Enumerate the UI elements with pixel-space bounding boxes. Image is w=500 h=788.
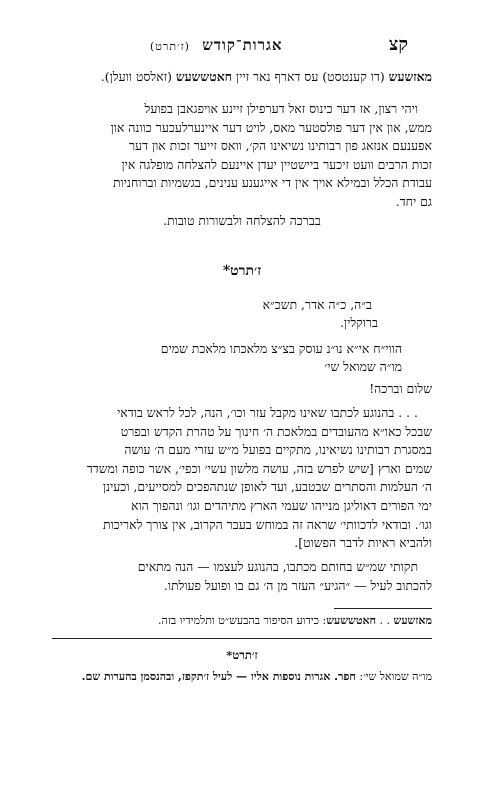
recipient-line-1: הווי״ח אי״א נו״נ עוסק בצ״צ מלאכתו מלאכת שמים	[160, 341, 402, 356]
footnote-divider	[334, 608, 432, 609]
footnote-term: מאזשעש	[393, 614, 432, 627]
footnote-1	[52, 614, 432, 627]
closing-blessing: בברכה להצלחה ולבשורות טובות.	[163, 213, 321, 228]
page-header	[0, 34, 500, 58]
recipient-line-2: מו״ה שמואל שי׳	[324, 359, 402, 374]
body-line: להכתוב לעיל — ״הגיע״ העזר מן ה׳ גם בו ופועל פעולתו.	[163, 577, 432, 593]
greeting: שלום וברכה!	[369, 381, 432, 396]
body-line: . . . בהנוגע לכתבו שאינו מקבל עזר וכו׳, הנה, לכל לראש בודאי	[117, 405, 418, 420]
footnote-rule	[52, 638, 432, 639]
header-date: (ז׳תרט)	[150, 40, 190, 53]
running-title	[150, 36, 283, 55]
text-span: (זאלסט וועלן).	[100, 69, 176, 84]
yiddish-bold-word: מאזשעש	[388, 69, 432, 84]
body-line: תקותי שמ״ש בחותם מכתבו, בהנוגע לעצמו — הנה מתאים	[137, 559, 418, 574]
place-line: ברוקלין.	[339, 315, 378, 330]
body-line: ממש, און אין דער פולסטער מאס, לויט דער איינערלעכער כוונה און	[110, 119, 432, 135]
footnote-2	[52, 670, 432, 683]
date-line: ב״ה, כ״ה אדר, תשכ״א	[262, 297, 372, 312]
yiddish-bold-word: חאטששעש	[175, 69, 232, 84]
paragraph-1	[52, 404, 432, 553]
body-line: ויהי רצון, אז דער כינוס זאל דערפילן זיינע אויפגאבן בפועל	[144, 101, 418, 116]
footnote-reference: חפר. אגרות נוספות אליו — לעיל ז׳תקפז, ובהנסמן בהערות שם.	[81, 670, 356, 683]
body-line: ולהביא ראיות לדבר הפשוט].	[294, 535, 432, 551]
body-line: שבכל כאו״א מהעובדים במלאכת ה׳ חינוך על טהרת הקדש ובפרט	[120, 423, 432, 439]
body-line: זכות הרבים וועט זיכער ביישטיין יעדן איינעם להצלחה מופלגה אין	[121, 156, 432, 172]
body-line: ה׳ העלמות והסתרים שבטבע, ועד לאופן שנתהפכים למסייעים, וכעינן	[102, 479, 432, 495]
body-line: ימי הפורים דאוליגן מנייהו שעמי הארץ מתיהדים וגו׳ ונהפוך הוא	[131, 497, 432, 513]
body-line: עבודת הכלל ובמילא אויך אין די אייגענע ענינים, בגשמיות וברוחניות	[112, 175, 432, 191]
body-line: אפענעם אנזאג פון רבותינו נשיאינו הק׳, וואס זייער זכות און דער	[128, 138, 432, 154]
page-number: קצ	[388, 34, 408, 55]
body-line: שמים וארץ [שיש לפרש בזה, עושה מלשון עשי׳ וכפי׳, אשר כופה ומשדד	[86, 460, 432, 476]
text-span: מו״ה שמואל שי׳:	[355, 670, 432, 683]
body-line: וגו׳. ובודאי לדכוותי׳ שראה זה במוחש בעבר הקרוב, אין צורך לאריכות	[103, 516, 432, 532]
text-span: . .	[376, 614, 394, 627]
text-span: : כידוע הסיפור בהבעש״ט ותלמידיו בזה.	[158, 614, 327, 627]
footnote-heading: ז׳תרט*	[226, 648, 258, 662]
top-letter-body	[52, 100, 432, 212]
footnote-term: חאטששעש	[326, 614, 377, 627]
body-line: גם יחד.	[395, 193, 432, 209]
paragraph-2	[52, 558, 432, 595]
text-span: (דו קענטסט) עס דארף נאר זיין	[231, 69, 389, 84]
book-title: אגרות־קודש	[202, 36, 283, 54]
top-letter-first-line	[52, 68, 432, 87]
body-line: במסגרת רבותינו נשיאינו, מתקיים בפועל מ״ש עזרי מעם ה׳ עושה	[124, 442, 432, 458]
letter-heading: ז׳תרט*	[222, 263, 262, 279]
